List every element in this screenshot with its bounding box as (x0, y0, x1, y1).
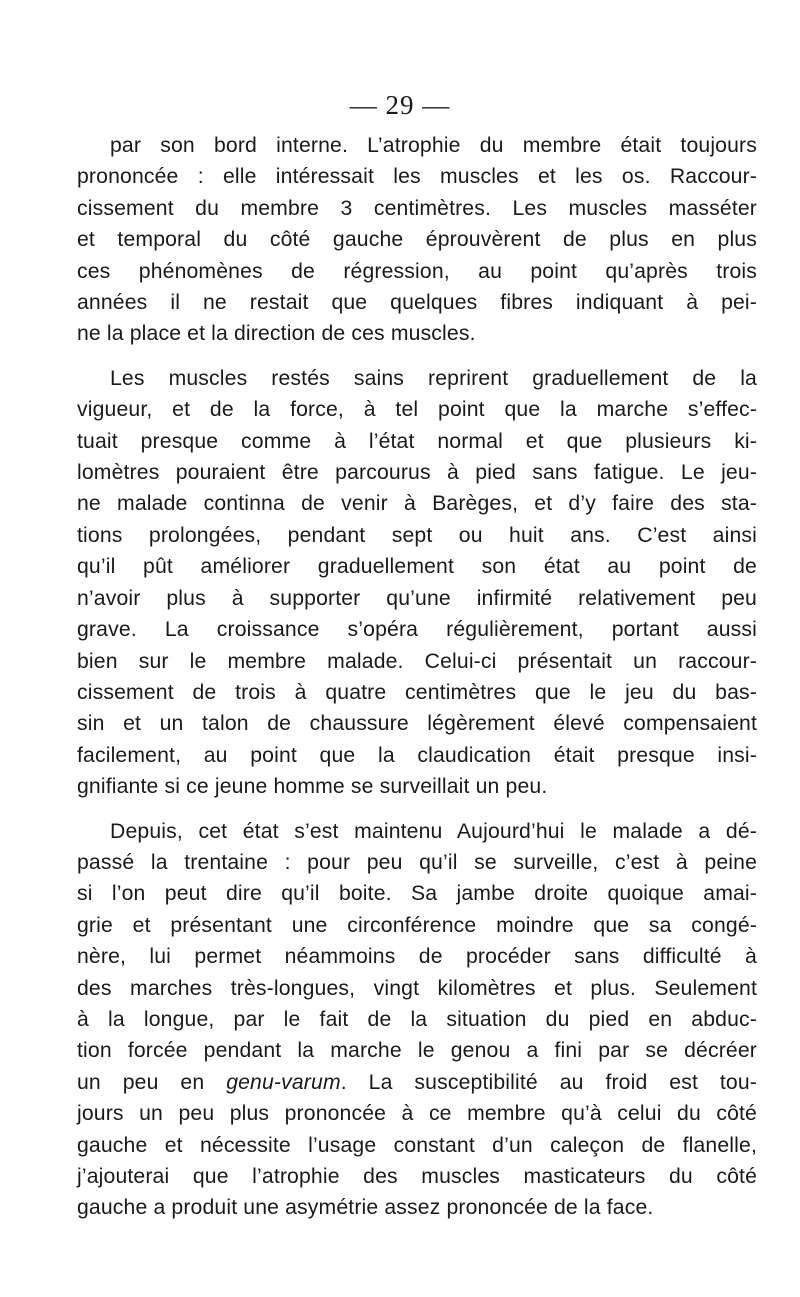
text-line: ne la place et la direction de ces muscles. (77, 322, 476, 346)
text-line: bien sur le membre malade. Celui-ci présentait un raccour- (77, 649, 757, 673)
text-line: prononcée : elle intéressait les muscles et les os. Raccour- (77, 165, 757, 189)
text-line: grie et présentant une circonférence moindre que sa congé- (77, 913, 757, 937)
text-line: jours un peu plus prononcée à ce membre qu’à celui du côté (77, 1102, 757, 1126)
text-line: années il ne restait que quelques fibres indiquant à pei- (77, 291, 757, 315)
text-line: Les muscles restés sains reprirent graduellement de la (110, 366, 757, 390)
text-line: passé la trentaine : pour peu qu’il se surveille, c’est à peine (77, 850, 757, 874)
text-line: ces phénomènes de régression, au point qu’après trois (77, 259, 757, 283)
paragraph (77, 816, 757, 1224)
text-line: j’ajouterai que l’atrophie des muscles masticateurs du côté (77, 1165, 757, 1188)
paragraph (77, 363, 757, 803)
text-line: gauche et nécessite l’usage constant d’un caleçon de flanelle, (77, 1133, 757, 1157)
text-line: vigueur, et de la force, à tel point que la marche s’effec- (77, 398, 757, 422)
text-line: facilement, au point que la claudication était presque insi- (77, 743, 757, 767)
text-segment: . La susceptibilité au froid est tou- (340, 1070, 757, 1094)
italic-term: genu-varum (226, 1070, 341, 1094)
text-line: à la longue, par le fait de la situation du pied en abduc- (77, 1007, 757, 1031)
text-line: gnifiante si ce jeune homme se surveillait un peu. (77, 775, 548, 799)
text-line: grave. La croissance s’opéra régulièrement, portant aussi (77, 618, 757, 642)
text-line: sin et un talon de chaussure légèrement élevé compensaient (77, 712, 757, 736)
paragraph (77, 130, 757, 350)
body-text (77, 130, 757, 1237)
text-line: cissement de trois à quatre centimètres que le jeu du bas- (77, 680, 757, 704)
text-line: par son bord interne. L’atrophie du membre était toujours (110, 134, 757, 157)
text-line: lomètres pouraient être parcourus à pied sans fatigue. Le jeu- (77, 461, 757, 485)
text-line: ne malade continna de venir à Barèges, et d’y faire des sta- (77, 492, 757, 516)
text-line (77, 1067, 757, 1098)
text-line: qu’il pût améliorer graduellement son état au point de (77, 555, 757, 579)
text-line: si l’on peut dire qu’il boite. Sa jambe droite quoique amai- (77, 882, 757, 906)
text-line: des marches très-longues, vingt kilomètres et plus. Seulement (77, 976, 757, 1000)
text-line: tion forcée pendant la marche le genou a fini par se décréer (77, 1039, 757, 1063)
text-line: et temporal du côté gauche éprouvèrent de plus en plus (77, 228, 757, 252)
text-line: nère, lui permet néammoins de procéder sans difficulté à (77, 945, 757, 969)
text-line: Depuis, cet état s’est maintenu Aujourd’hui le malade a dé- (110, 819, 757, 843)
text-line: n’avoir plus à supporter qu’une infirmité relativement peu (77, 586, 757, 610)
text-line: tuait presque comme à l’état normal et que plusieurs ki- (77, 429, 757, 453)
text-line: tions prolongées, pendant sept ou huit ans. C’est ainsi (77, 523, 757, 547)
text-line: gauche a produit une asymétrie assez prononcée de la face. (77, 1196, 654, 1220)
text-line: cissement du membre 3 centimètres. Les muscles masséter (77, 196, 757, 220)
page-number: — 29 — (349, 90, 451, 120)
text-segment: un peu en (77, 1070, 227, 1094)
